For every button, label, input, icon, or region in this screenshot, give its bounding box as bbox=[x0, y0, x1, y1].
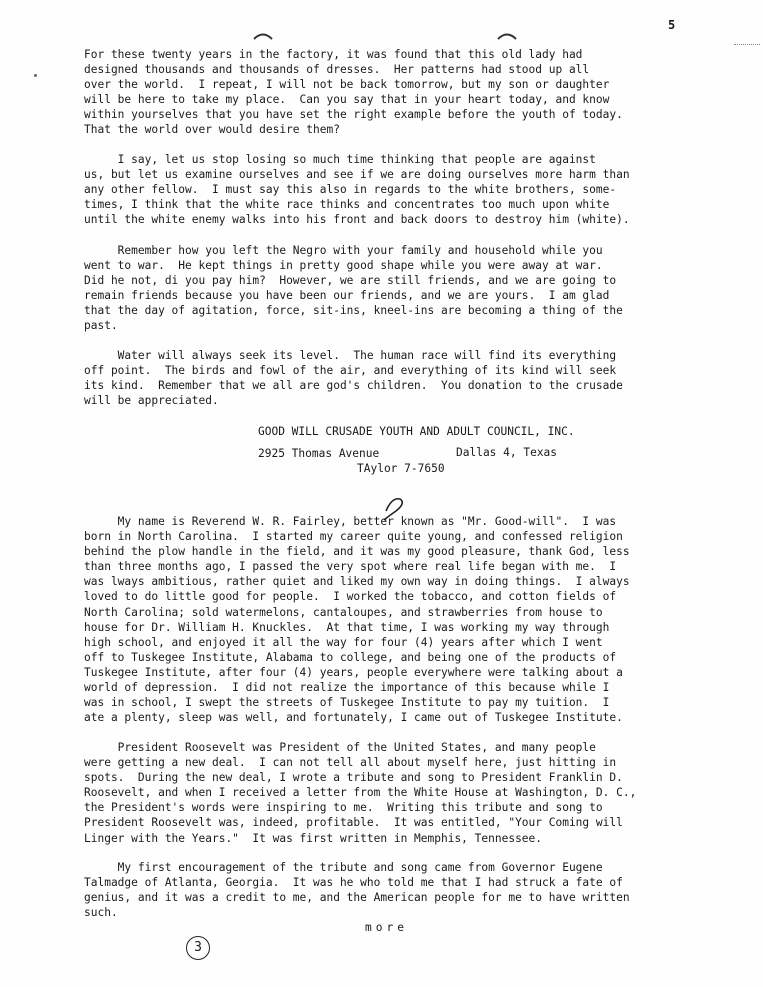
margin-speck-left bbox=[34, 74, 37, 77]
text-line: went to war. He kept things in pretty good shape while you were away at war. bbox=[84, 259, 603, 273]
paragraph-water-level bbox=[84, 348, 706, 408]
text-line: spots. During the new deal, I wrote a tribute and song to President Franklin D. bbox=[84, 771, 623, 785]
text-line: will be here to take my place. Can you say that in your heart today, and know bbox=[84, 93, 610, 107]
text-line: us, but let us examine ourselves and see if we are doing ourselves more harm than bbox=[84, 168, 630, 182]
letterhead-org: GOOD WILL CRUSADE YOUTH AND ADULT COUNCIL, INC. bbox=[258, 425, 575, 438]
paragraph-remember-negro bbox=[84, 243, 706, 334]
text-line: For these twenty years in the factory, it was found that this old lady had bbox=[84, 48, 583, 61]
paragraph-my-name bbox=[84, 514, 706, 725]
text-line: I say, let us stop losing so much time thinking that people are against bbox=[84, 153, 596, 166]
text-line: high school, and enjoyed it all the way for four (4) years after which I went bbox=[84, 635, 603, 649]
text-line: the President's words were inspiring to me. Writing this tribute and song to bbox=[84, 801, 603, 815]
text-line: off point. The birds and fowl of the air, and everything of its kind will seek bbox=[84, 364, 617, 378]
letterhead-street: 2925 Thomas Avenue bbox=[258, 447, 380, 460]
text-line: that the day of agitation, force, sit-ins, kneel-ins are becoming a thing of the bbox=[84, 304, 623, 318]
text-line: Remember how you left the Negro with your family and household while you bbox=[84, 244, 603, 257]
more-marker: more bbox=[365, 921, 408, 934]
paragraph-examine-ourselves bbox=[84, 152, 706, 227]
paragraph-factory bbox=[84, 47, 706, 138]
letterhead-phone: TAylor 7-7650 bbox=[357, 462, 445, 475]
text-line: ate a plenty, sleep was well, and fortunately, I came out of Tuskegee Institute. bbox=[84, 711, 623, 725]
text-line: such. bbox=[84, 906, 118, 920]
text-line: house for Dr. William H. Knuckles. At that time, I was working my way through bbox=[84, 620, 610, 634]
hole-punch-mark-right bbox=[496, 28, 518, 42]
paragraph-first-encouragement bbox=[84, 860, 706, 920]
page-number: 5 bbox=[668, 18, 676, 32]
text-line: behind the plow handle in the field, and it was my good pleasure, thank God, less bbox=[84, 545, 630, 559]
text-line: will be appreciated. bbox=[84, 394, 219, 408]
text-line: Linger with the Years." It was first written in Memphis, Tennessee. bbox=[84, 831, 543, 845]
text-line: any other fellow. I must say this also in regards to the white brothers, some- bbox=[84, 183, 617, 197]
text-line: That the world over would desire them? bbox=[84, 123, 340, 137]
text-line: born in North Carolina. I started my career quite young, and confessed religion bbox=[84, 530, 623, 544]
text-line: over the world. I repeat, I will not be back tomorrow, but my son or daughter bbox=[84, 78, 610, 92]
text-line: until the white enemy walks into his front and back doors to destroy him (white). bbox=[84, 213, 630, 227]
text-line: Water will always seek its level. The human race will find its everything bbox=[84, 349, 617, 362]
margin-speck bbox=[734, 44, 760, 47]
text-line: President Roosevelt was, indeed, profitable. It was entitled, "Your Coming will bbox=[84, 816, 623, 830]
text-line: were getting a new deal. I can not tell all about myself here, just hitting in bbox=[84, 756, 617, 770]
text-line: Roosevelt, and when I received a letter from the White House at Washington, D. C., bbox=[84, 786, 637, 800]
text-line: loved to do little good for people. I worked the tobacco, and cotton fields of bbox=[84, 590, 617, 604]
text-line: remain friends because you have been our friends, and we are yours. I am glad bbox=[84, 289, 610, 303]
text-line: off to Tuskegee Institute, Alabama to college, and being one of the products of bbox=[84, 650, 617, 664]
text-line: Did he not, di you pay him? However, we are still friends, and we are going to bbox=[84, 274, 617, 288]
text-line: was lways ambitious, rather quiet and liked my own way in doing things. I always bbox=[84, 575, 630, 589]
text-line: world of depression. I did not realize the importance of this because while I bbox=[84, 681, 610, 695]
text-line: genius, and it was a credit to me, and the American people for me to have written bbox=[84, 891, 630, 905]
text-line: North Carolina; sold watermelons, cantaloupes, and strawberries from house to bbox=[84, 605, 603, 619]
hole-punch-mark-left bbox=[252, 28, 274, 42]
text-line: Tuskegee Institute, after four (4) years, people everywhere were talking about a bbox=[84, 665, 623, 679]
text-line: times, I think that the white race thinks and concentrates too much upon white bbox=[84, 198, 610, 212]
text-line: designed thousands and thousands of dresses. Her patterns had stood up all bbox=[84, 63, 590, 77]
text-line: than three months ago, I passed the very spot where real life began with me. I bbox=[84, 560, 617, 574]
text-line: My first encouragement of the tribute and song came from Governor Eugene bbox=[84, 861, 603, 874]
text-line: its kind. Remember that we all are god's children. You donation to the crusade bbox=[84, 379, 623, 393]
text-line: My name is Reverend W. R. Fairley, better known as "Mr. Good-will". I was bbox=[84, 515, 617, 528]
paragraph-president-roosevelt bbox=[84, 740, 706, 846]
circled-page-number: 3 bbox=[186, 936, 210, 960]
text-line: within yourselves that you have set the right example before the youth of today. bbox=[84, 108, 623, 122]
text-line: past. bbox=[84, 319, 118, 333]
text-line: was in school, I swept the streets of Tuskegee Institute to pay my tuition. I bbox=[84, 696, 610, 710]
letterhead-city: Dallas 4, Texas bbox=[456, 446, 558, 459]
text-line: Talmadge of Atlanta, Georgia. It was he who told me that I had struck a fate of bbox=[84, 876, 623, 890]
text-line: President Roosevelt was President of the United States, and many people bbox=[84, 741, 596, 754]
